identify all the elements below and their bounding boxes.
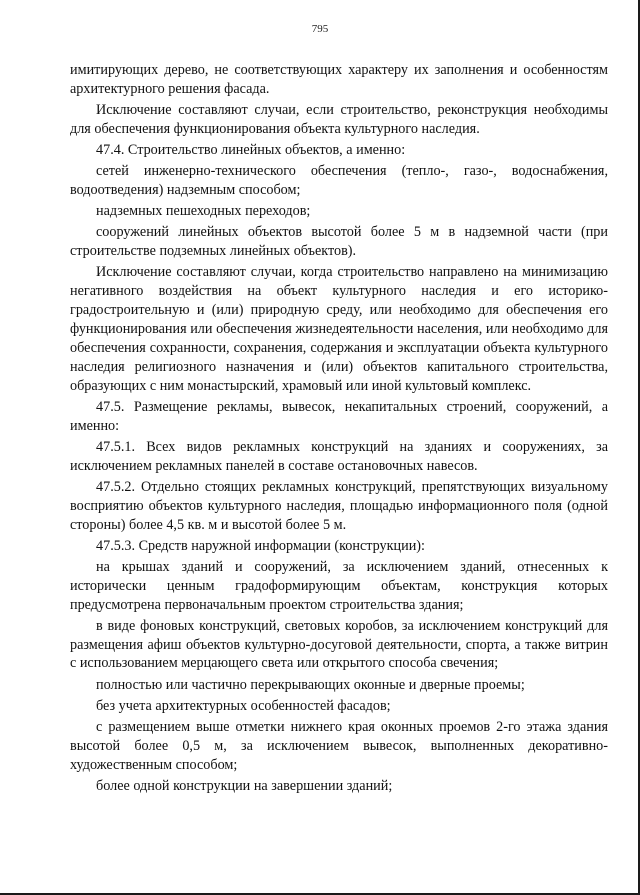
paragraph-47-5-1: 47.5.1. Всех видов рекламных конструкций на зданиях и сооружениях, за исключением рекламных панелей в составе остановочных навесов. xyxy=(70,438,608,474)
paragraph-47-4-structures: сооружений линейных объектов высотой более 5 м в надземной части (при строительстве подземных линейных объектов). xyxy=(70,224,608,260)
paragraph-47-5-3: 47.5.3. Средств наружной информации (конструкции): xyxy=(96,537,425,554)
paragraph-47-4-networks: сетей инженерно-технического обеспечения (тепло-, газо-, водоснабжения, водоотведения) надземным способом; xyxy=(70,163,608,198)
paragraph-47-5-3-roofs: на крышах зданий и сооружений, за исключением зданий, отнесенных к исторически ценным градоформирующим объектам, конструкция которых предусмотрена первоначальным проектом строительства здания; xyxy=(70,558,608,613)
paragraph-47-4-crossings: надземных пешеходных переходов; xyxy=(96,203,311,220)
paragraph-47-5-3-backgrounds: в виде фоновых конструкций, световых коробов, за исключением конструкций для размещения афиш объектов культурно-досуговой деятельности, спорта, а также витрин с использованием мерцающего света или открытого способа свечения; xyxy=(70,617,608,672)
paragraph-exception-1: Исключение составляют случаи, если строительство, реконструкция необходимы для обеспечения функционирования объекта культурного наследия. xyxy=(70,102,608,137)
paragraph-continuation: имитирующих дерево, не соответствующих характеру их заполнения и особенностям архитектурного решения фасада. xyxy=(70,62,608,97)
paragraph-47-5-3-roofline: более одной конструкции на завершении зданий; xyxy=(96,777,393,794)
paragraph-47-5-3-height: с размещением выше отметки нижнего края оконных проемов 2-го этажа здания высотой более 0,5 м, за исключением вывесок, выполненных декоративно-художественным способом; xyxy=(70,718,608,773)
paragraph-exception-2: Исключение составляют случаи, когда строительство направлено на минимизацию негативного воздействия на объект культурного наследия и его историко-градостроительную и (или) природную среду, или необходимо для обеспечения его функционирования или обеспечения жизнедеятельности населения, или необходимо для обеспечения сохранности, сохранения, содержания и эксплуатации объекта культурного наследия религиозного назначения и (или) объектов капитального строительства, образующих с ним монастырский, храмовый или иной культовый комплекс. xyxy=(70,264,608,394)
paragraph-47-5-2: 47.5.2. Отдельно стоящих рекламных конструкций, препятствующих визуальному восприятию объектов культурного наследия, площадью информационного поля (одной стороны) более 4,5 кв. м и высотой более 5 м. xyxy=(70,478,608,533)
page-number: 795 xyxy=(311,23,329,35)
paragraph-47-5-3-openings: полностью или частично перекрывающих оконные и дверные проемы; xyxy=(96,676,525,693)
paragraph-47-4: 47.4. Строительство линейных объектов, а именно: xyxy=(96,142,406,158)
paragraph-47-5-3-facades: без учета архитектурных особенностей фасадов; xyxy=(96,697,391,714)
paragraph-47-5: 47.5. Размещение рекламы, вывесок, некапитальных строений, сооружений, а именно: xyxy=(70,398,608,434)
document-body xyxy=(70,61,608,798)
